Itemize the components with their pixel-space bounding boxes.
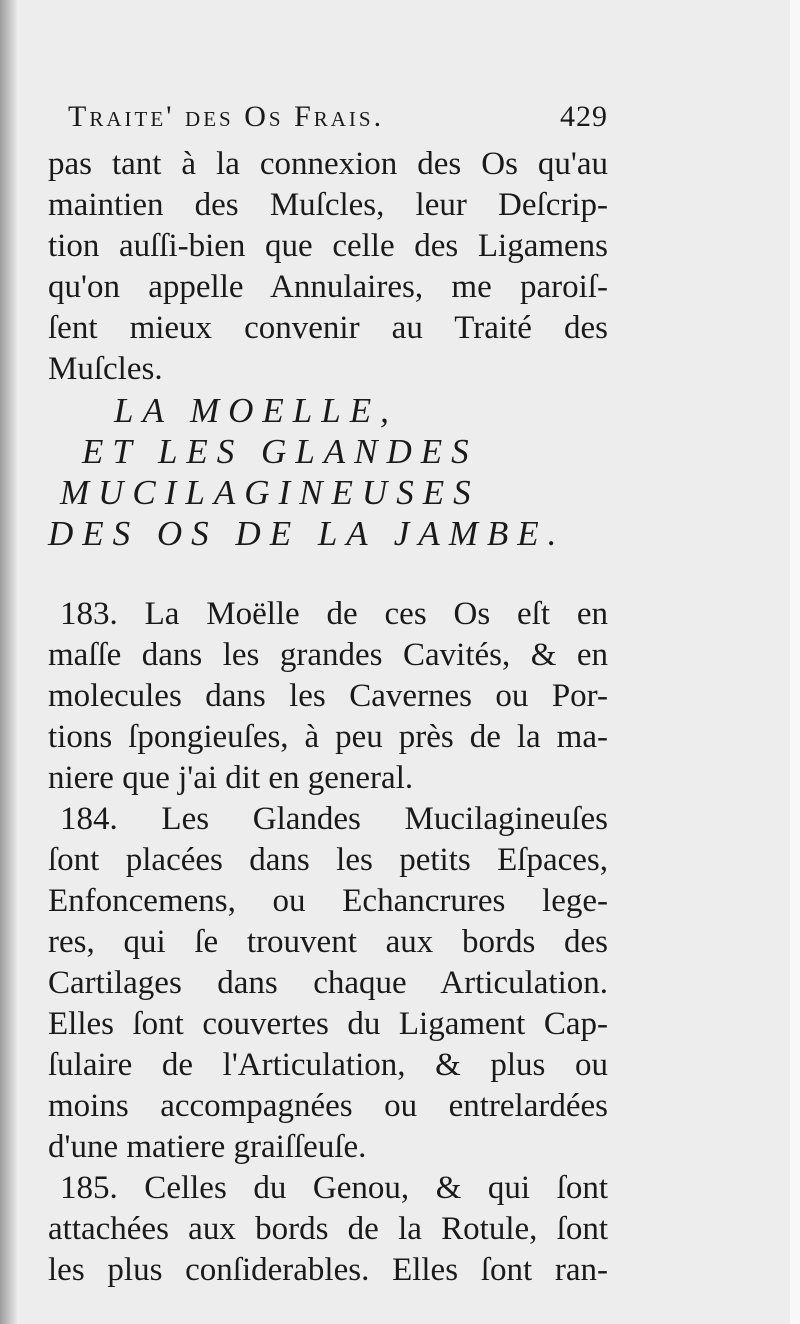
section-heading — [48, 390, 608, 554]
text-block — [48, 100, 608, 1291]
text-line: tions ſpongieuſes, à peu près de la ma- — [48, 719, 608, 755]
heading-line: DES OS DE LA JAMBE. — [48, 514, 566, 553]
text-line: d'une matiere graiſſeuſe. — [48, 1129, 367, 1165]
text-line: tion auſſi-bien que celle des Ligamens — [48, 228, 608, 264]
text-line: Cartilages dans chaque Articulation. — [48, 965, 608, 1001]
text-line: 184. Les Glandes Mucilagineuſes — [60, 801, 608, 837]
text-line: Enfoncemens, ou Echancrures lege- — [48, 883, 608, 919]
text-line: pas tant à la connexion des Os qu'au — [48, 146, 608, 182]
binding-shadow — [0, 0, 18, 1324]
page-number: 429 — [560, 100, 608, 133]
text-line: Elles ſont couvertes du Ligament Cap- — [48, 1006, 608, 1042]
text-line: Muſcles. — [48, 351, 163, 387]
text-line: attachées aux bords de la Rotule, ſont — [48, 1211, 608, 1247]
paragraph-183 — [48, 594, 608, 799]
text-line: moins accompagnées ou entrelardées — [48, 1088, 608, 1124]
intro-paragraph — [48, 144, 608, 390]
spacer — [48, 554, 608, 594]
heading-line: LA MOELLE, — [114, 391, 398, 430]
text-line: maſſe dans les grandes Cavités, & en — [48, 637, 608, 673]
text-line: ſulaire de l'Articulation, & plus ou — [48, 1047, 608, 1083]
heading-line: MUCILAGINEUSES — [60, 473, 480, 512]
heading-line: ET LES GLANDES — [82, 432, 478, 471]
paragraph-185 — [48, 1168, 608, 1291]
text-line: maintien des Muſcles, leur Deſcrip- — [48, 187, 608, 223]
text-line: les plus conſiderables. Elles ſont ran- — [48, 1252, 608, 1288]
text-line: qu'on appelle Annulaires, me paroiſ- — [48, 269, 608, 305]
text-line: molecules dans les Cavernes ou Por- — [48, 678, 608, 714]
paragraph-184 — [48, 799, 608, 1168]
running-title: Traite' des Os Frais. — [68, 100, 385, 133]
text-line: 185. Celles du Genou, & qui ſont — [60, 1170, 608, 1206]
running-head — [48, 100, 608, 144]
text-line: ſent mieux convenir au Traité des — [48, 310, 608, 346]
text-line: niere que j'ai dit en general. — [48, 760, 414, 796]
text-line: res, qui ſe trouvent aux bords des — [48, 924, 608, 960]
text-line: 183. La Moëlle de ces Os eſt en — [60, 596, 608, 632]
page-edge — [790, 0, 800, 1324]
text-line: ſont placées dans les petits Eſpaces, — [48, 842, 608, 878]
